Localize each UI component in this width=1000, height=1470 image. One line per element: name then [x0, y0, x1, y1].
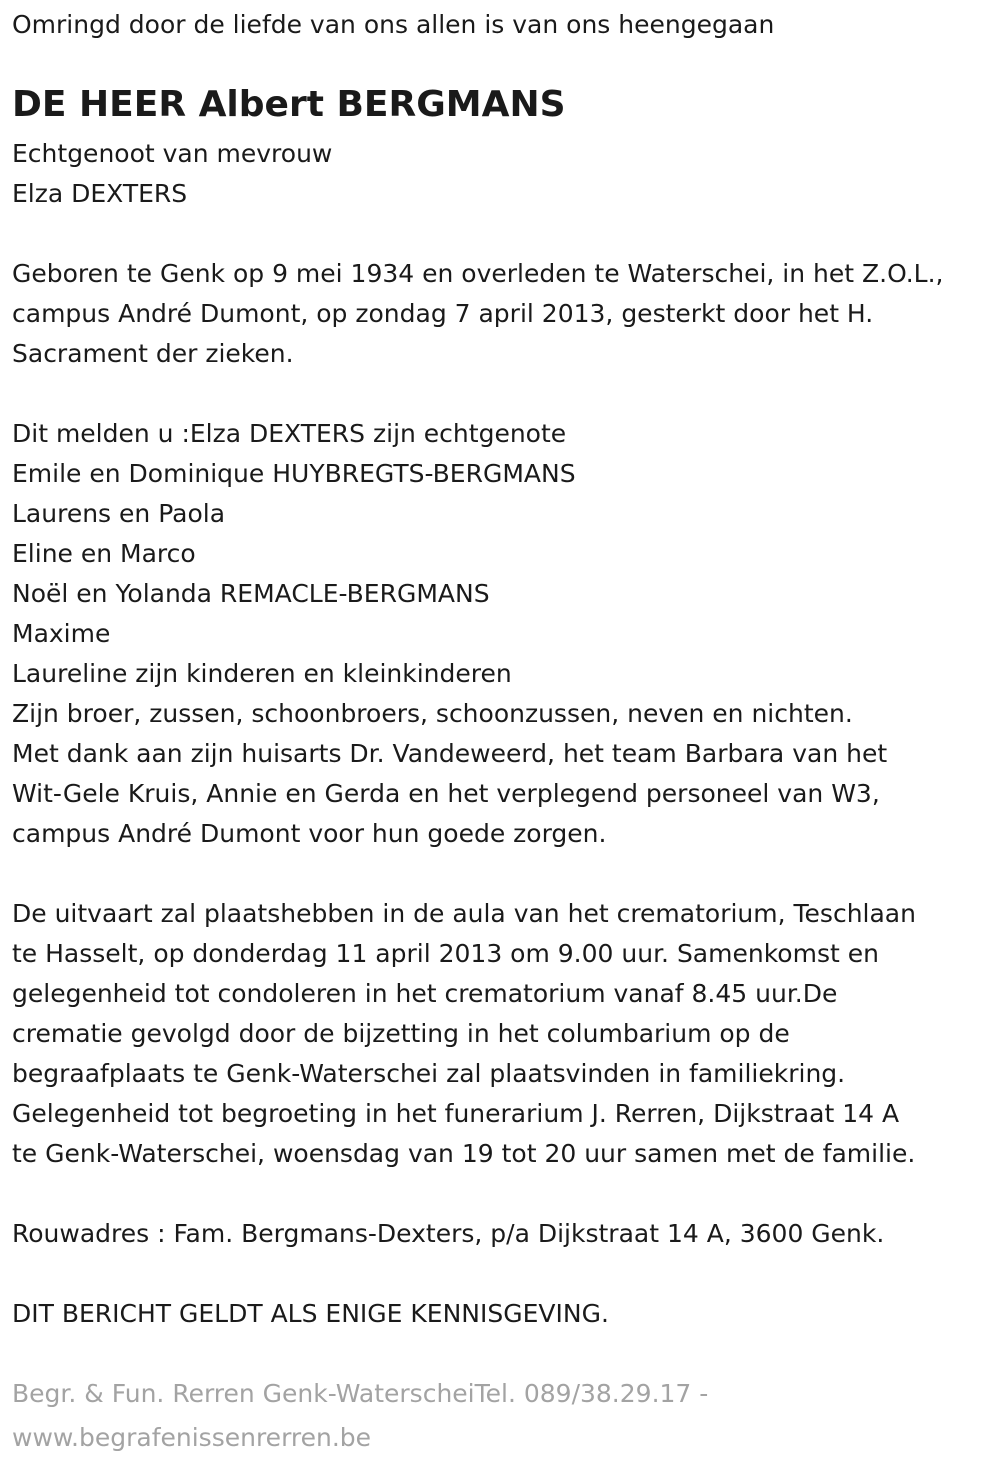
footer-line: Begr. & Fun. Rerren Genk-WaterscheiTel. 089/38.29.17 -	[12, 1379, 709, 1408]
paragraph-line: Laureline zijn kinderen en kleinkinderen	[12, 659, 512, 688]
paragraph-line: Met dank aan zijn huisarts Dr. Vandeweerd, het team Barbara van het	[12, 739, 888, 768]
announcement-paragraph	[12, 414, 887, 854]
deceased-name: DE HEER Albert BERGMANS	[12, 84, 566, 125]
paragraph-line: Sacrament der zieken.	[12, 339, 294, 368]
paragraph-line: Zijn broer, zussen, schoonbroers, schoonzussen, neven en nichten.	[12, 699, 853, 728]
notice-text: DIT BERICHT GELDT ALS ENIGE KENNISGEVING.	[12, 1299, 609, 1328]
spouse-block	[12, 134, 332, 214]
paragraph-line: te Genk-Waterschei, woensdag van 19 tot 20 uur samen met de familie.	[12, 1139, 916, 1168]
paragraph-line: Laurens en Paola	[12, 499, 226, 528]
paragraph-line: Gelegenheid tot begroeting in het funerarium J. Rerren, Dijkstraat 14 A	[12, 1099, 900, 1128]
paragraph-line: te Hasselt, op donderdag 11 april 2013 om 9.00 uur. Samenkomst en	[12, 939, 879, 968]
paragraph-line: Emile en Dominique HUYBREGTS-BERGMANS	[12, 459, 576, 488]
paragraph-line: Eline en Marco	[12, 539, 196, 568]
funeral-paragraph	[12, 894, 916, 1174]
funeral-home-footer	[12, 1372, 708, 1460]
mourning-address: Rouwadres : Fam. Bergmans-Dexters, p/a Dijkstraat 14 A, 3600 Genk.	[12, 1219, 885, 1248]
footer-website-link[interactable]: www.begrafenissenrerren.be	[12, 1423, 372, 1452]
spouse-line: Elza DEXTERS	[12, 179, 188, 208]
paragraph-line: gelegenheid tot condoleren in het crematorium vanaf 8.45 uur.De	[12, 979, 838, 1008]
paragraph-line: Wit-Gele Kruis, Annie en Gerda en het verplegend personeel van W3,	[12, 779, 880, 808]
paragraph-line: Maxime	[12, 619, 111, 648]
paragraph-line: Geboren te Genk op 9 mei 1934 en overleden te Waterschei, in het Z.O.L.,	[12, 259, 944, 288]
paragraph-line: Dit melden u :Elza DEXTERS zijn echtgenote	[12, 419, 567, 448]
paragraph-line: De uitvaart zal plaatshebben in de aula van het crematorium, Teschlaan	[12, 899, 916, 928]
paragraph-line: Noël en Yolanda REMACLE-BERGMANS	[12, 579, 490, 608]
paragraph-line: begraafplaats te Genk-Waterschei zal plaatsvinden in familiekring.	[12, 1059, 846, 1088]
spouse-line: Echtgenoot van mevrouw	[12, 139, 333, 168]
paragraph-line: crematie gevolgd door de bijzetting in het columbarium op de	[12, 1019, 790, 1048]
birth-death-paragraph	[12, 254, 944, 374]
intro-text: Omringd door de liefde van ons allen is van ons heengegaan	[12, 10, 775, 39]
paragraph-line: campus André Dumont, op zondag 7 april 2013, gesterkt door het H.	[12, 299, 874, 328]
paragraph-line: campus André Dumont voor hun goede zorgen.	[12, 819, 607, 848]
